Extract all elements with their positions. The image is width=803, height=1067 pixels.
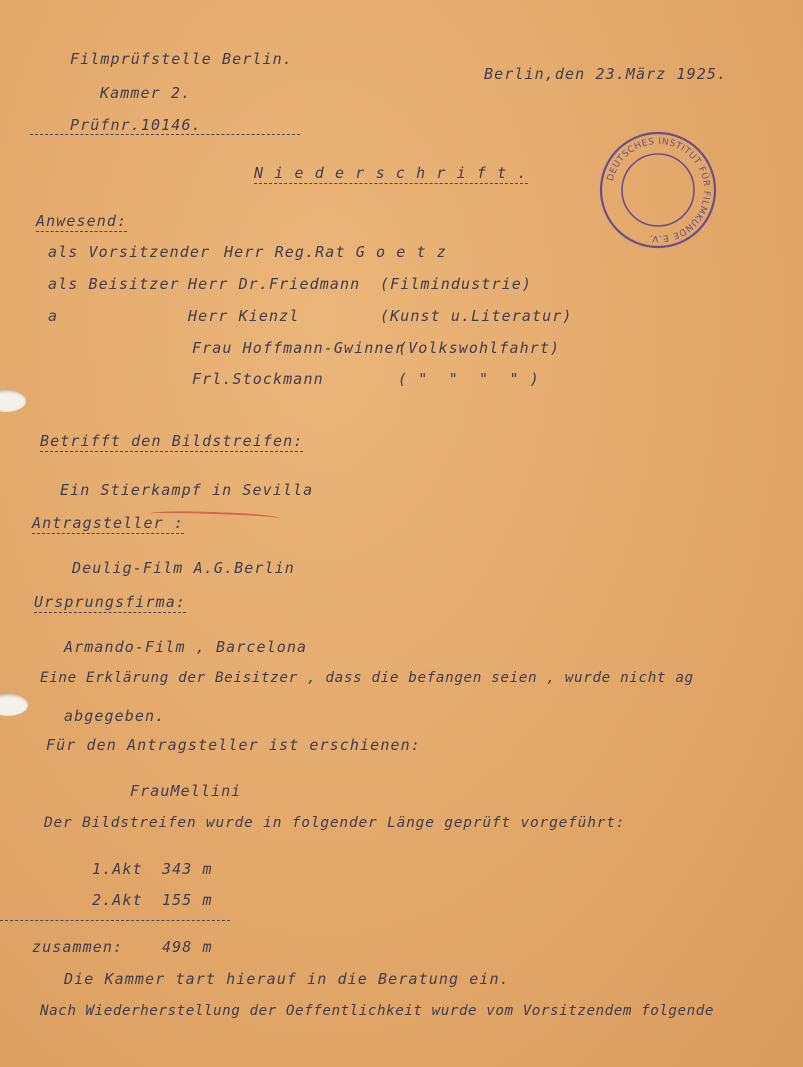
attendance-label: Anwesend: bbox=[36, 212, 128, 230]
origin-value: Armando-Film , Barcelona bbox=[64, 638, 308, 656]
institute-stamp bbox=[598, 130, 718, 250]
act-2-length: 155 m bbox=[162, 891, 213, 909]
total-label: zusammen: bbox=[32, 938, 124, 956]
attendance-row-2-name: Herr Dr.Friedmann bbox=[188, 275, 361, 293]
length-intro: Der Bildstreifen wurde in folgender Länge geprüft vorgeführt: bbox=[44, 815, 626, 831]
appeared-person: FrauMellini bbox=[130, 782, 242, 800]
attendance-row-3-prefix: a bbox=[48, 307, 59, 325]
exam-number: Prüfnr.10146. bbox=[70, 116, 202, 134]
sum-rule bbox=[0, 920, 230, 921]
closing-line-2: Nach Wiederherstellung der Oeffentlichkeit wurde vom Vorsitzendem folgende bbox=[40, 1003, 714, 1019]
declaration-line-2: abgegeben. bbox=[64, 707, 166, 725]
attendance-row-2-prefix: als Beisitzer bbox=[48, 275, 180, 293]
exam-number-rule bbox=[30, 134, 300, 135]
applicant-label: Antragsteller : bbox=[32, 514, 184, 532]
attendance-row-1-name: Herr Reg.Rat G o e t z bbox=[224, 243, 447, 261]
attendance-row-1-prefix: als Vorsitzender bbox=[48, 243, 211, 261]
chamber: Kammer 2. bbox=[100, 84, 192, 102]
punch-hole-upper bbox=[0, 390, 26, 412]
subject-value: Ein Stierkampf in Sevilla bbox=[60, 481, 314, 499]
stamp-outer-ring bbox=[601, 133, 715, 247]
act-1-label: 1.Akt bbox=[92, 860, 143, 878]
subject-label: Betrifft den Bildstreifen: bbox=[40, 432, 304, 450]
punch-hole-lower bbox=[0, 694, 28, 716]
attendance-row-4-name: Frau Hoffmann-Gwinner bbox=[192, 339, 405, 357]
attendance-row-2-affiliation: (Filmindustrie) bbox=[380, 275, 532, 293]
origin-label: Ursprungsfirma: bbox=[34, 593, 186, 611]
stamp-text: DEUTSCHES INSTITUT FÜR FILMKUNDE E.V. bbox=[605, 136, 712, 244]
attendance-row-3-affiliation: (Kunst u.Literatur) bbox=[380, 307, 573, 325]
act-1-length: 343 m bbox=[162, 860, 213, 878]
attendance-row-5-affiliation: ( " " " " ) bbox=[398, 370, 540, 388]
attendance-row-3-name: Herr Kienzl bbox=[188, 307, 300, 325]
act-2-label: 2.Akt bbox=[92, 891, 143, 909]
closing-line-1: Die Kammer tart hierauf in die Beratung ein. bbox=[64, 970, 510, 988]
document-title: N i e d e r s c h r i f t . bbox=[254, 164, 528, 182]
appeared-statement: Für den Antragsteller ist erschienen: bbox=[46, 736, 421, 754]
office-name: Filmprüfstelle Berlin. bbox=[70, 50, 293, 68]
applicant-value: Deulig-Film A.G.Berlin bbox=[72, 559, 295, 577]
place-date: Berlin,den 23.März 1925. bbox=[484, 65, 728, 83]
total-length: 498 m bbox=[162, 938, 213, 956]
attendance-row-4-affiliation: (Volkswohlfahrt) bbox=[398, 339, 561, 357]
stamp-inner-ring bbox=[622, 154, 694, 226]
attendance-row-5-name: Frl.Stockmann bbox=[192, 370, 324, 388]
declaration-line-1: Eine Erklärung der Beisitzer , dass die befangen seien , wurde nicht ag bbox=[40, 670, 694, 686]
